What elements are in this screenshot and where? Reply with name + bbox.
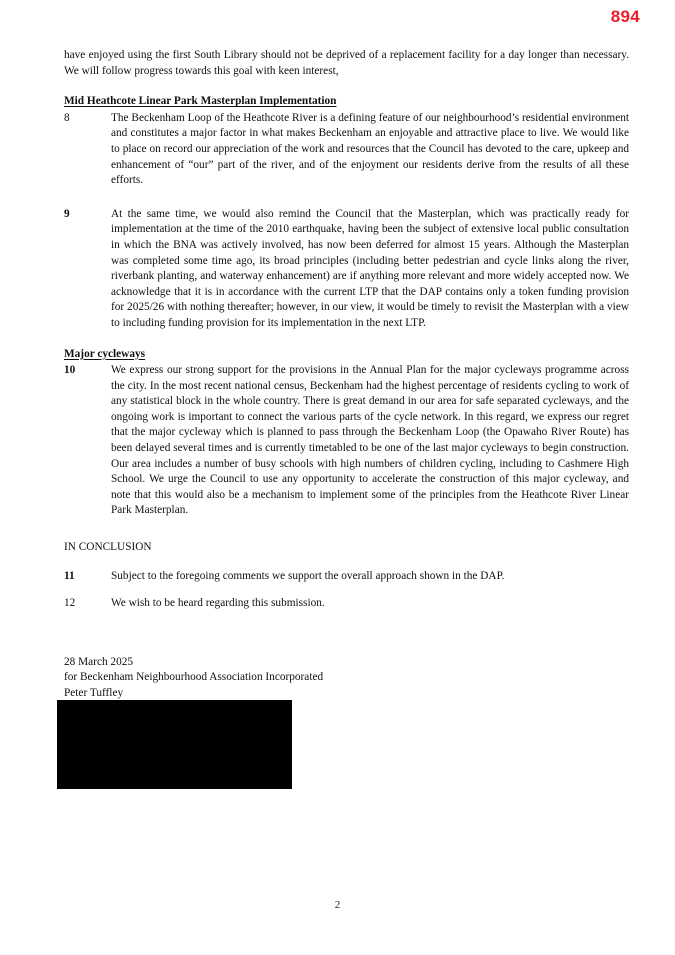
signature-organisation: for Beckenham Neighbourhood Association Incorporated: [64, 671, 324, 684]
paragraph-number-8: 8: [64, 111, 70, 124]
section-heading-major-cycleways: Major cycleways: [64, 347, 146, 360]
paragraph-number-11: 11: [64, 569, 75, 582]
paragraph-text-9: At the same time, we would also remind the Council that the Masterplan, which was practically ready for implementation at the time of the 2010 earthquake, having been the subject of extensive local public consultation in which the BNA was actively involved, has now been deferred for almost 15 years. Although the Masterplan was completed some time ago, its broad principles (including better pedestrian and cycle links along the river, riverbank planting, and waterway enhancement) are if anything more relevant and more widely accepted now. We acknowledge that it is in accordance with the current LTP that the DAP contains only a token funding provision for 2025/26 with nothing thereafter; however, in our view, it would be timely to revisit the Masterplan with a view to including funding provision for its implementation in the next LTP.: [111, 207, 629, 329]
signature-block: [64, 655, 484, 701]
paragraph-number-9: 9: [64, 207, 70, 220]
section-heading-mid-heathcote: Mid Heathcote Linear Park Masterplan Implementation: [64, 95, 337, 108]
paragraph-text-8: The Beckenham Loop of the Heathcote River is a defining feature of our neighbourhood’s residential environment and constitutes a major factor in what makes Beckenham an enjoyable and attractive place to live. We would like to place on record our appreciation of the work and resources that the Council has devoted to the care, upkeep and enhancement of “our” part of the river, and of the enjoyment our residents derive from the results of all these efforts.: [111, 111, 629, 187]
numbered-paragraph-8: [64, 111, 629, 189]
paragraph-text-12: We wish to be heard regarding this submission.: [111, 597, 325, 610]
archive-stamp-number: 894: [610, 7, 640, 26]
paragraph-number-12: 12: [64, 597, 76, 610]
paragraph-number-10: 10: [64, 364, 76, 377]
numbered-paragraph-11: [64, 569, 629, 585]
numbered-paragraph-12: [64, 596, 629, 612]
paragraph-spacer-2: [64, 531, 629, 540]
signature-name: Peter Tuffley: [64, 686, 124, 699]
conclusion-heading: IN CONCLUSION: [64, 541, 152, 554]
signature-date: 28 March 2025: [64, 656, 134, 668]
section-heading-wrap-2: [64, 344, 629, 363]
continued-paragraph: have enjoyed using the first South Library should not be deprived of a replacement facility for a day longer than necessary. We will follow progress towards this goal with keen interest,: [64, 49, 629, 77]
paragraph-spacer-1: [64, 189, 629, 207]
footer-page-number: 2: [334, 899, 341, 911]
paragraph-text-10: We express our strong support for the provisions in the Annual Plan for the major cycleways programme across the city. In the most recent national census, Beckenham had the highest percentage of residents cycling to work of any statistical block in the whole country. There is great demand in our area for safe separated cycleways, and the ongoing work is important to connect the various parts of the cycle network. In this regard, we express our regret that the major cycleway which is planned to pass through the Beckenham Loop (the Opawaho River Route) has been delayed several times and is currently timetabled to be one of the last major cycleways to begin construction. Our area includes a number of busy schools with high numbers of children cycling, including to Cashmere High School. We urge the Council to use any opportunity to accelerate the construction of this major cycleway, and note that this would also be a mechanism to implement some of the principles from the Heathcote River Linear Park Masterplan.: [111, 364, 629, 517]
numbered-paragraph-10: [64, 363, 629, 519]
redaction-block: [57, 700, 292, 789]
document-body: [64, 48, 629, 624]
paragraph-text-11: Subject to the foregoing comments we support the overall approach shown in the DAP.: [111, 569, 505, 582]
numbered-paragraph-9: [64, 207, 629, 332]
section-heading-wrap-1: [64, 91, 629, 110]
